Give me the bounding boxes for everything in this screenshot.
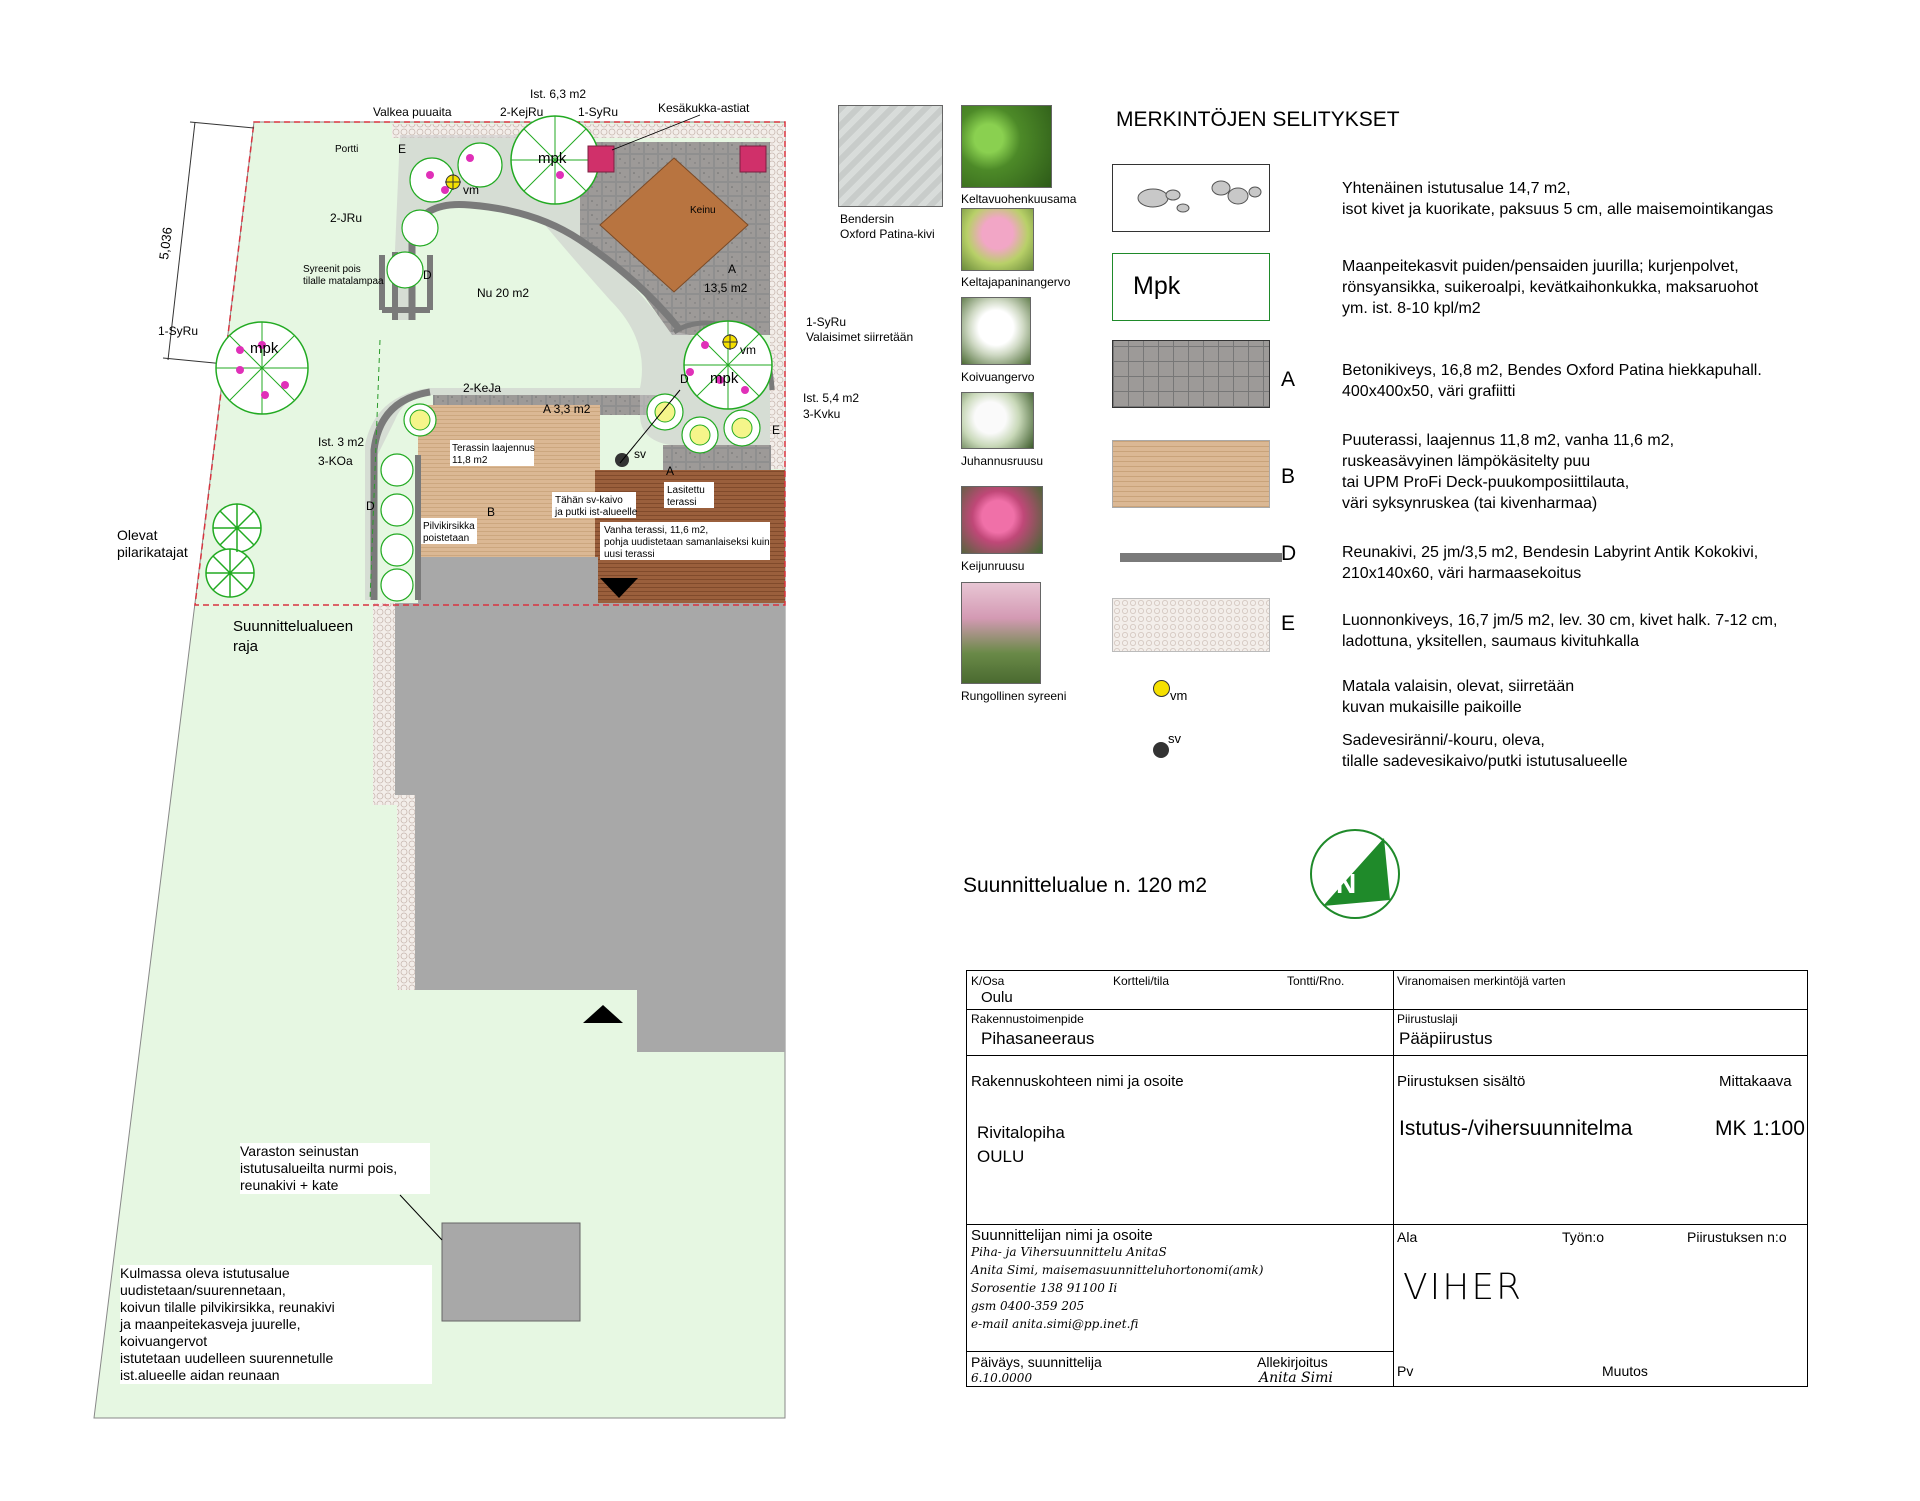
label-a-3-3: A 3,3 m2 bbox=[543, 402, 591, 416]
legend-lamp-icon bbox=[1153, 680, 1170, 697]
photo-rungollinen-syreeni bbox=[961, 582, 1041, 684]
photo-label-juhannusruusu: Juhannusruusu bbox=[961, 454, 1044, 468]
legend-swatch-istutusalue bbox=[1112, 164, 1270, 232]
label-valkea-puuaita: Valkea puuaita bbox=[373, 105, 452, 119]
legend-downspout-icon bbox=[1153, 742, 1169, 758]
area-total: Suunnittelualue n. 120 m2 bbox=[963, 874, 1208, 897]
building-paving bbox=[395, 603, 785, 1052]
photo-label-bendersin: Bendersin Oxford Patina-kivi bbox=[840, 212, 935, 241]
label-terassin-2: 11,8 m2 bbox=[452, 455, 488, 466]
legend-swatch-betonikiveys bbox=[1112, 340, 1270, 408]
label-valaisimet: Valaisimet siirretään bbox=[806, 330, 914, 344]
flower-pot-right bbox=[740, 146, 766, 172]
lilac-tree-right bbox=[684, 321, 772, 409]
label-b: B bbox=[487, 505, 496, 519]
label-pilvikirsikka-2: poistetaan bbox=[423, 533, 470, 544]
label-kesakukka: Kesäkukka-astiat bbox=[658, 101, 750, 115]
label-e-2: E bbox=[772, 423, 781, 437]
tb-paivays-value: 6.10.0000 bbox=[971, 1371, 1033, 1385]
lilac-tree-left bbox=[216, 322, 308, 414]
photo-keltavuohenkuusama bbox=[961, 105, 1052, 188]
legend-desc-mpk: Maanpeitekasvit puiden/pensaiden juurilla; kurjenpolvet, rönsyansikka, suikeroalpi, kevätkaihonkukka, maksaruohot ym. ist. 8-10 kpl/m2 bbox=[1342, 258, 1759, 317]
flower-pot-left bbox=[588, 146, 614, 172]
tb-suunnittelija-label: Suunnittelijan nimi ja osoite bbox=[971, 1227, 1153, 1244]
label-olevat-1: Olevat bbox=[117, 527, 158, 543]
right-cobble-border bbox=[770, 124, 785, 469]
label-pilvikirsikka-1: Pilvikirsikka bbox=[423, 521, 475, 532]
tb-kohde-value: Rivitalopiha OULU bbox=[977, 1123, 1065, 1166]
tb-divider-h4 bbox=[967, 1351, 1393, 1352]
label-1-syru-right: 1-SyRu bbox=[806, 315, 847, 329]
label-nu-20: Nu 20 m2 bbox=[477, 286, 530, 300]
legend-lamp-text: vm bbox=[1170, 688, 1188, 703]
tb-tyon-label: Työn:o bbox=[1562, 1229, 1605, 1245]
label-a-small: A bbox=[666, 464, 675, 478]
tb-allekirjoitus-value: Anita Simi bbox=[1259, 1370, 1333, 1386]
photo-label-keltavuohenkuusama: Keltavuohenkuusama bbox=[961, 192, 1077, 206]
label-ist-5-4: Ist. 5,4 m2 bbox=[803, 391, 860, 405]
legend-letter-d: D bbox=[1281, 542, 1297, 565]
tb-piirustuksen-no-label: Piirustuksen n:o bbox=[1687, 1229, 1787, 1245]
label-tahan-2: ja putki ist-alueelle bbox=[555, 507, 638, 518]
tb-sisalto-label: Piirustuksen sisältö bbox=[1397, 1073, 1526, 1090]
label-2-keja: 2-KeJa bbox=[463, 381, 502, 395]
tb-divider-h1 bbox=[967, 1009, 1807, 1010]
tb-mittakaava-label: Mittakaava bbox=[1719, 1073, 1792, 1090]
legend-desc-puuterassi: Puuterassi, laajennus 11,8 m2, vanha 11,6 m2, ruskeasävyinen lämpökäsitelty puu tai UPM ProFi Deck-puukomposiittilauta, väri syksynruskea (tai kivenharmaa) bbox=[1342, 432, 1675, 512]
dimension-ext-top bbox=[190, 122, 254, 128]
label-olevat-2: pilarikatajat bbox=[117, 544, 188, 560]
tb-rakennustoimenpide-label: Rakennustoimenpide bbox=[971, 1012, 1084, 1026]
note-kulmassa: Kulmassa oleva istutusalue uudistetaan/suurennetaan, koivun tilalle pilvikirsikka, reunakivi ja maanpeitekasveja juurelle, koivuangervot istutetaan uudelleen suurennetulle ist.alueelle aidan reunaan bbox=[120, 1265, 432, 1384]
title-block bbox=[966, 970, 1808, 1387]
tb-tontti-label: Tontti/Rno. bbox=[1287, 974, 1345, 988]
legend-sv-text: sv bbox=[1168, 731, 1181, 746]
photo-koivuangervo bbox=[961, 297, 1031, 365]
tb-ala-value: VIHER bbox=[1403, 1267, 1524, 1308]
photo-label-keltajapaninangervo: Keltajapaninangervo bbox=[961, 275, 1071, 289]
tb-rakennustoimenpide-value: Pihasaneeraus bbox=[981, 1029, 1095, 1048]
label-vm-right: vm bbox=[740, 343, 756, 357]
photo-keltajapaninangervo bbox=[961, 208, 1034, 271]
label-keinu: Keinu bbox=[690, 205, 716, 216]
compass-icon bbox=[1311, 830, 1399, 918]
label-a-13-5-letter: A bbox=[728, 262, 737, 276]
legend-letter-b: B bbox=[1281, 465, 1296, 488]
tb-ala-label: Ala bbox=[1397, 1229, 1418, 1245]
old-slab bbox=[418, 557, 598, 603]
label-3-koa: 3-KOa bbox=[318, 454, 353, 468]
legend-swatch-puuterassi bbox=[1112, 440, 1270, 508]
compass-letter: N bbox=[1336, 868, 1357, 899]
label-syreenit-1: Syreenit pois bbox=[303, 264, 361, 275]
legend-desc-istutusalue: Yhtenäinen istutusalue 14,7 m2, isot kivet ja kuorikate, paksuus 5 cm, alle maisemointikangas bbox=[1342, 180, 1774, 218]
note-varaston: Varaston seinustan istutusalueilta nurmi pois, reunakivi + kate bbox=[240, 1143, 430, 1194]
tb-piirustuslaji-value: Pääpiirustus bbox=[1399, 1029, 1493, 1048]
photo-juhannusruusu bbox=[961, 392, 1034, 449]
tb-muutos-label: Muutos bbox=[1602, 1363, 1648, 1379]
label-2-kejru: 2-KejRu bbox=[500, 105, 544, 119]
tb-divider-h3 bbox=[967, 1224, 1807, 1225]
label-sv: sv bbox=[634, 447, 646, 461]
label-lasitettu-1: Lasitettu bbox=[667, 485, 705, 496]
tb-piirustuslaji-label: Piirustuslaji bbox=[1397, 1012, 1458, 1026]
tb-viranomaisen-label: Viranomaisen merkintöjä varten bbox=[1397, 974, 1566, 988]
label-2-jru: 2-JRu bbox=[330, 211, 363, 225]
legend-title: MERKINTÖJEN SELITYKSET bbox=[1116, 108, 1400, 131]
tb-pv-label: Pv bbox=[1397, 1363, 1414, 1379]
tb-k-osa-value: Oulu bbox=[981, 989, 1013, 1006]
legend-mpk-text: Mpk bbox=[1133, 272, 1181, 300]
tb-divider-v1 bbox=[1393, 971, 1394, 1386]
label-vanha-3: uusi terassi bbox=[604, 549, 655, 560]
legend-desc-betonikiveys: Betonikiveys, 16,8 m2, Bendes Oxford Patina hiekkapuhall. 400x400x50, väri grafiitti bbox=[1342, 362, 1762, 400]
legend-desc-luonnonkiveys: Luonnonkiveys, 16,7 jm/5 m2, lev. 30 cm, kivet halk. 7-12 cm, ladottuna, yksitellen, saumaus kivituhkalla bbox=[1342, 612, 1778, 650]
tb-suunnittelija-value: Piha- ja Vihersuunnittelu AnitaS Anita Simi, maisemasuunnitteluhortonomi(amk) Sorosentie 138 91100 Ii gsm 0400-359 205 e-mail anita.simi@pp.inet.fi bbox=[971, 1245, 1264, 1331]
label-mpk-right: mpk bbox=[710, 370, 739, 387]
tb-sisalto-value: Istutus-/vihersuunnitelma bbox=[1399, 1117, 1633, 1140]
storage-shed bbox=[442, 1223, 580, 1321]
tb-kortteli-label: Kortteli/tila bbox=[1113, 974, 1170, 988]
label-tahan-1: Tähän sv-kaivo bbox=[555, 495, 623, 506]
label-3-kvku: 3-Kvku bbox=[803, 407, 841, 421]
label-suunnittelualueen-1: Suunnittelualueen bbox=[233, 618, 354, 635]
label-ist-6-3: Ist. 6,3 m2 bbox=[530, 87, 587, 101]
label-vanha-2: pohja uudistetaan samanlaiseksi kuin bbox=[604, 537, 770, 548]
tb-mittakaava-value: MK 1:100 bbox=[1715, 1117, 1805, 1140]
photo-label-rungollinen: Rungollinen syreeni bbox=[961, 689, 1067, 703]
photo-label-koivuangervo: Koivuangervo bbox=[961, 370, 1035, 384]
tb-k-osa-label: K/Osa bbox=[971, 974, 1005, 988]
legend-desc-reunakivi: Reunakivi, 25 jm/3,5 m2, Bendesin Labyrint Antik Kokokivi, 210x140x60, väri harmaasekoitus bbox=[1342, 544, 1759, 582]
photo-oxford-patina bbox=[838, 105, 943, 207]
label-terassin-1: Terassin laajennus bbox=[452, 443, 535, 454]
photo-keijunruusu bbox=[961, 486, 1043, 554]
legend-swatch-mpk bbox=[1112, 253, 1270, 321]
label-d-3: D bbox=[366, 499, 375, 513]
label-lasitettu-2: terassi bbox=[667, 497, 697, 508]
label-a-13-5: 13,5 m2 bbox=[704, 281, 748, 295]
tb-paivays-label: Päiväys, suunnittelija bbox=[971, 1354, 1102, 1370]
label-mpk-top: mpk bbox=[538, 150, 567, 167]
legend-letter-a: A bbox=[1281, 368, 1296, 391]
legend-swatch-luonnonkiveys bbox=[1112, 598, 1270, 652]
label-suunnittelualueen-2: raja bbox=[233, 638, 259, 655]
label-vm-top: vm bbox=[463, 183, 479, 197]
label-ist-3: Ist. 3 m2 bbox=[318, 435, 365, 449]
label-vanha-1: Vanha terassi, 11,6 m2, bbox=[604, 525, 709, 536]
label-mpk-left: mpk bbox=[250, 340, 279, 357]
legend-desc-valaisin: Matala valaisin, olevat, siirretään kuvan mukaisille paikoille bbox=[1342, 678, 1575, 716]
legend-letter-e: E bbox=[1281, 612, 1296, 635]
label-portti: Portti bbox=[335, 144, 359, 155]
label-d-2: D bbox=[680, 372, 689, 386]
label-e-1: E bbox=[398, 142, 407, 156]
label-1-syru-left: 1-SyRu bbox=[158, 324, 199, 338]
photo-label-keijunruusu: Keijunruusu bbox=[961, 559, 1025, 573]
label-1-syru-top: 1-SyRu bbox=[578, 105, 619, 119]
label-syreenit-2: tilalle matalampaa bbox=[303, 276, 384, 287]
legend-swatch-reunakivi bbox=[1120, 553, 1282, 562]
label-d-1: D bbox=[423, 268, 432, 282]
legend-desc-sadevesi: Sadevesiränni/-kouru, oleva, tilalle sadevesikaivo/putki istutusalueelle bbox=[1342, 732, 1628, 770]
dimension-label: 5,036 bbox=[156, 226, 175, 261]
tb-allekirjoitus-label: Allekirjoitus bbox=[1257, 1354, 1328, 1370]
tb-kohde-label: Rakennuskohteen nimi ja osoite bbox=[971, 1073, 1184, 1090]
tb-divider-h2 bbox=[967, 1055, 1807, 1056]
